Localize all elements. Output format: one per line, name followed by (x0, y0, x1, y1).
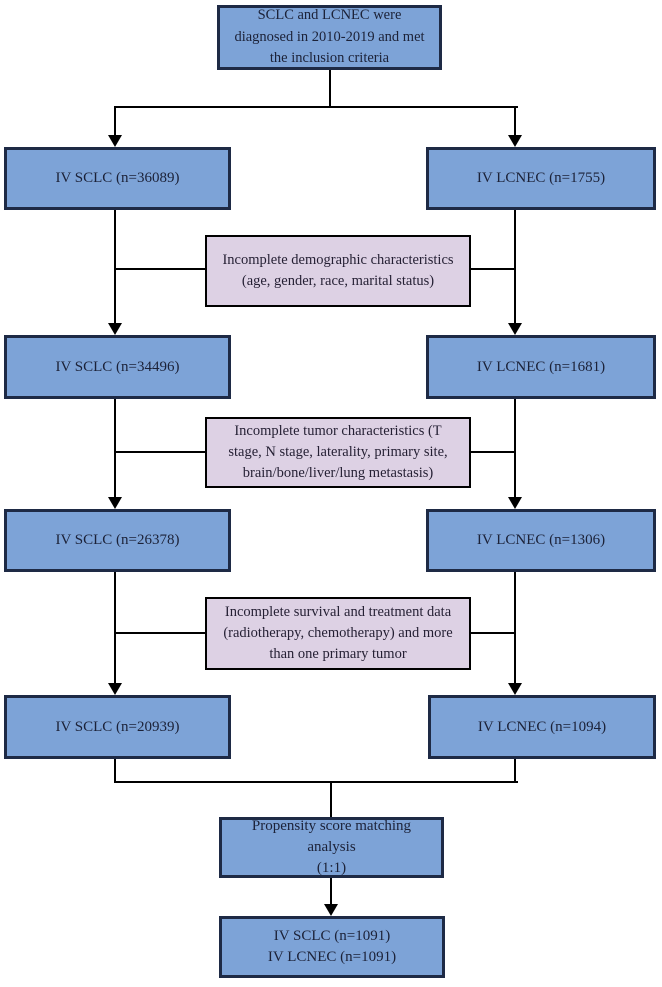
node-label: Incomplete survival and treatment data (radiotherapy, chemotherapy) and more than one primary tumor (223, 603, 453, 663)
connector-left-drop-5 (114, 758, 116, 783)
arrow-down-icon (508, 497, 522, 509)
connector-psm-stem (330, 878, 332, 906)
connector-left-drop-3 (114, 398, 116, 499)
node-label (230, 925, 434, 969)
arrow-down-icon (324, 904, 338, 916)
connector-exclusion3-left (115, 632, 206, 634)
connector-exclusion1-right (470, 268, 516, 270)
connector-top-branch (114, 106, 518, 108)
node-label: IV SCLC (n=20939) (55, 718, 180, 735)
final-sclc-line: IV SCLC (n=1091) (273, 927, 391, 944)
connector-top-stem (329, 70, 331, 108)
node-label: Incomplete tumor characteristics (T stage, N stage, laterality, primary site, brain/bone/liver/lung metastasis) (228, 422, 448, 482)
node-label: IV LCNEC (n=1306) (476, 532, 606, 548)
connector-exclusion2-left (115, 451, 206, 453)
arrow-down-icon (108, 135, 122, 147)
node-exclusion-survival (205, 597, 471, 670)
connector-right-drop-5 (514, 758, 516, 783)
node-label: IV LCNEC (n=1755) (476, 170, 606, 186)
node-label: IV SCLC (n=36089) (55, 170, 180, 186)
arrow-down-icon (108, 683, 122, 695)
final-lcnec-line: IV LCNEC (n=1091) (267, 949, 397, 966)
connector-merge-bar (114, 781, 518, 783)
connector-merge-stem (330, 781, 332, 817)
node-final-cohorts (219, 916, 445, 978)
arrow-down-icon (108, 497, 122, 509)
connector-left-drop-1 (114, 106, 116, 137)
node-sclc-initial (4, 147, 231, 210)
node-sclc-after-tumor (4, 509, 231, 572)
node-inclusion-criteria (217, 5, 442, 70)
psm-line2: (1:1) (316, 860, 347, 876)
node-lcnec-initial (426, 147, 656, 210)
node-sclc-after-survival (4, 695, 231, 759)
node-label: IV LCNEC (n=1681) (476, 358, 606, 375)
node-lcnec-after-tumor (426, 509, 656, 572)
connector-right-drop-1 (514, 106, 516, 137)
node-label: IV SCLC (n=26378) (55, 532, 180, 548)
connector-exclusion3-right (470, 632, 516, 634)
connector-left-drop-4 (114, 571, 116, 685)
connector-exclusion2-right (470, 451, 516, 453)
arrow-down-icon (508, 323, 522, 335)
node-label: SCLC and LCNEC were diagnosed in 2010-2019 and met the inclusion criteria (234, 6, 425, 67)
psm-line1: Propensity score matching analysis (251, 818, 412, 855)
node-lcnec-after-survival (428, 695, 656, 759)
connector-exclusion1-left (115, 268, 206, 270)
connector-right-drop-4 (514, 571, 516, 685)
node-label: IV SCLC (n=34496) (55, 358, 180, 375)
node-exclusion-tumor (205, 417, 471, 488)
arrow-down-icon (508, 135, 522, 147)
node-exclusion-demographic (205, 235, 471, 307)
node-lcnec-after-demographic (426, 335, 656, 399)
connector-right-drop-3 (514, 398, 516, 499)
arrow-down-icon (108, 323, 122, 335)
arrow-down-icon (508, 683, 522, 695)
node-label: Incomplete demographic characteristics (age, gender, race, marital status) (222, 251, 454, 289)
node-label: IV LCNEC (n=1094) (477, 718, 607, 735)
node-psm (219, 817, 444, 878)
node-sclc-after-demographic (4, 335, 231, 399)
node-label (230, 816, 433, 879)
